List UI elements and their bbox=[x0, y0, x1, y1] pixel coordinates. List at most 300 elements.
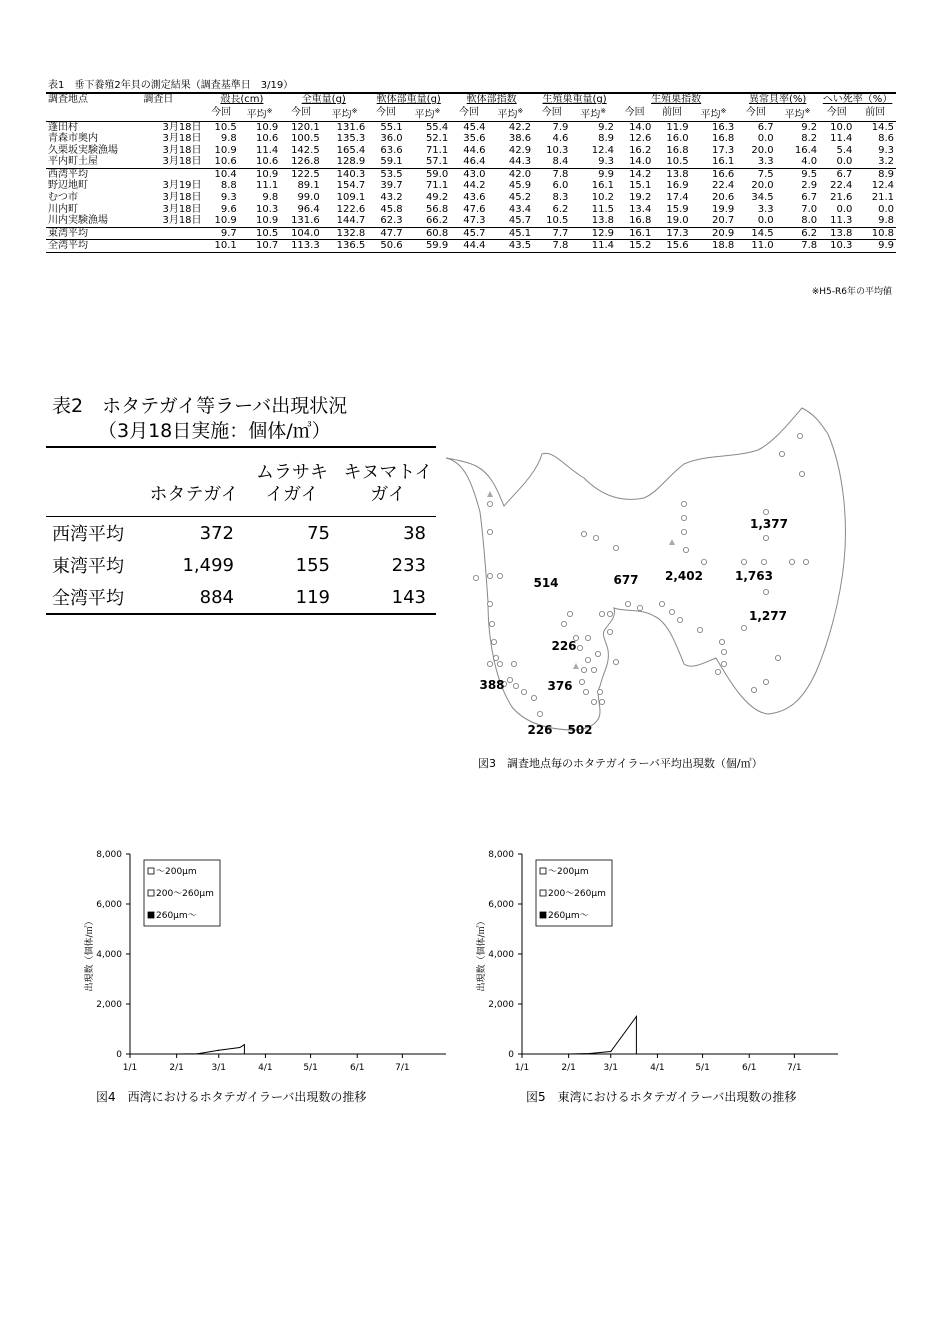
data-point bbox=[197, 1053, 198, 1054]
table-cell: 12.4 bbox=[591, 144, 615, 156]
table-cell: 14.5 bbox=[871, 121, 894, 133]
y-tick-label: 0 bbox=[116, 1050, 122, 1060]
y-tick-label: 6,000 bbox=[96, 900, 122, 910]
larvae-count-label: 2,402 bbox=[665, 569, 703, 583]
measurement-table bbox=[46, 92, 896, 253]
table-cell: 9.2 bbox=[801, 121, 818, 133]
table-cell: 10.6 bbox=[255, 133, 279, 145]
larvae-table bbox=[46, 446, 436, 615]
survey-point bbox=[577, 645, 582, 650]
table-cell: 154.7 bbox=[336, 180, 366, 192]
table-cell: 11.1 bbox=[255, 180, 279, 192]
table-cell: 55.4 bbox=[425, 121, 449, 133]
legend-swatch bbox=[540, 890, 546, 896]
survey-point bbox=[741, 625, 746, 630]
survey-triangle bbox=[487, 491, 493, 497]
table-cell: 45.8 bbox=[380, 203, 403, 215]
survey-point bbox=[497, 573, 502, 578]
table-cell: 128.9 bbox=[336, 156, 366, 168]
table-cell: 42.9 bbox=[508, 144, 532, 156]
survey-point bbox=[751, 687, 756, 692]
table-row bbox=[46, 133, 896, 145]
survey-point bbox=[763, 589, 768, 594]
table-cell: 3.2 bbox=[878, 156, 894, 168]
series-line bbox=[569, 1017, 637, 1055]
table-cell: 20.0 bbox=[751, 144, 774, 156]
sub-header-now: 今回 bbox=[736, 106, 775, 121]
fig5-chart bbox=[472, 840, 852, 1080]
table-cell: 140.3 bbox=[322, 168, 368, 180]
table1-title: 表1 垂下養殖2年貝の測定結果（調査基準日 3/19） bbox=[48, 80, 294, 91]
x-tick-label: 6/1 bbox=[741, 1063, 757, 1073]
table-cell: 100.5 bbox=[291, 133, 320, 145]
data-point bbox=[176, 1053, 177, 1054]
table-row bbox=[46, 145, 896, 157]
survey-date bbox=[141, 240, 203, 253]
survey-point bbox=[561, 621, 566, 626]
table-cell: 21.1 bbox=[871, 192, 894, 204]
table-cell: 22.4 bbox=[830, 180, 853, 192]
table-cell: 119 bbox=[295, 586, 330, 608]
table-cell: 126.8 bbox=[291, 156, 320, 168]
table-cell: 5.4 bbox=[836, 144, 853, 156]
group-header: 生殖巣重量(g) bbox=[533, 93, 616, 106]
table-cell: 38 bbox=[403, 522, 426, 544]
table-cell: 15.6 bbox=[653, 240, 690, 253]
col-date-header: 調査日 bbox=[141, 93, 203, 106]
table-row bbox=[46, 156, 896, 168]
sub-header-avg: 平均※ bbox=[691, 106, 737, 121]
survey-date: 3月19日 bbox=[162, 180, 202, 192]
x-tick-label: 4/1 bbox=[258, 1063, 273, 1073]
table-row bbox=[46, 215, 896, 227]
table-row bbox=[46, 517, 436, 550]
table-cell: 9.6 bbox=[220, 203, 237, 215]
table-cell: 16.1 bbox=[711, 156, 735, 168]
table-cell: 8.0 bbox=[801, 215, 818, 227]
survey-point bbox=[799, 471, 804, 476]
table-cell: 59.1 bbox=[380, 156, 403, 168]
table-cell: 120.1 bbox=[291, 121, 320, 133]
table-cell: 10.8 bbox=[854, 227, 896, 240]
table-cell: 7.8 bbox=[533, 240, 570, 253]
table-cell: 11.4 bbox=[830, 133, 853, 145]
table-cell: 16.8 bbox=[666, 144, 689, 156]
legend-label: ～200μm bbox=[156, 867, 197, 877]
survey-point bbox=[763, 679, 768, 684]
survey-date: 3月18日 bbox=[162, 133, 202, 145]
survey-point bbox=[595, 651, 600, 656]
legend-swatch bbox=[540, 868, 546, 874]
legend-label: 200～260μm bbox=[156, 889, 214, 899]
table-cell: 14.5 bbox=[736, 227, 775, 240]
sub-header-now: 今回 bbox=[616, 106, 653, 121]
table-cell: 46.4 bbox=[463, 156, 486, 168]
table-cell: 16.1 bbox=[616, 227, 653, 240]
sub-header-now: 今回 bbox=[367, 106, 404, 121]
table-cell: 9.9 bbox=[854, 240, 896, 253]
table-cell: 12.4 bbox=[871, 180, 894, 192]
survey-date: 3月18日 bbox=[162, 215, 202, 227]
survey-point bbox=[613, 545, 618, 550]
legend-swatch bbox=[540, 912, 546, 918]
survey-triangle bbox=[573, 663, 579, 669]
table-cell: 9.3 bbox=[598, 156, 615, 168]
table-cell: 43.2 bbox=[380, 192, 403, 204]
survey-point bbox=[683, 547, 688, 552]
group-header: 生殖巣指数 bbox=[616, 93, 736, 106]
table-cell: 12.9 bbox=[570, 227, 616, 240]
survey-point bbox=[487, 601, 492, 606]
table-cell: 96.4 bbox=[297, 203, 320, 215]
survey-point bbox=[701, 559, 706, 564]
table-row bbox=[46, 240, 896, 253]
col-header-scallop: ホタテガイ bbox=[144, 447, 244, 517]
survey-point bbox=[697, 627, 702, 632]
table-cell: 104.0 bbox=[280, 227, 321, 240]
table-cell: 16.1 bbox=[591, 180, 615, 192]
table-cell: 4.0 bbox=[801, 156, 818, 168]
group-header: へい死率（%） bbox=[819, 93, 896, 106]
survey-date: 3月18日 bbox=[162, 121, 202, 133]
y-tick-label: 2,000 bbox=[488, 1000, 514, 1010]
table-cell: 2.9 bbox=[801, 180, 818, 192]
table-cell: 39.7 bbox=[380, 180, 403, 192]
table-cell: 63.6 bbox=[380, 144, 403, 156]
table-cell: 10.6 bbox=[255, 156, 279, 168]
table-cell: 60.8 bbox=[405, 227, 451, 240]
survey-point bbox=[677, 617, 682, 622]
table-cell: 45.2 bbox=[508, 192, 532, 204]
survey-point bbox=[585, 657, 590, 662]
table-cell: 10.0 bbox=[830, 121, 853, 133]
table-cell: 55.1 bbox=[380, 121, 403, 133]
table-cell: 14.0 bbox=[629, 156, 652, 168]
table-cell: 45.7 bbox=[508, 215, 532, 227]
table-row bbox=[46, 168, 896, 180]
x-tick-label: 1/1 bbox=[514, 1063, 530, 1073]
table-cell: 8.6 bbox=[878, 133, 894, 145]
survey-point bbox=[779, 451, 784, 456]
table-cell: 11.5 bbox=[591, 203, 615, 215]
table-cell: 1,499 bbox=[182, 554, 234, 576]
table-cell: 131.6 bbox=[291, 215, 320, 227]
table-cell: 66.2 bbox=[425, 215, 449, 227]
table-row bbox=[46, 121, 896, 133]
legend-label: 260μm～ bbox=[548, 911, 589, 921]
row-label: 全湾平均 bbox=[52, 588, 124, 609]
table-cell: 0.0 bbox=[757, 133, 774, 145]
row-label: 東湾平均 bbox=[52, 556, 124, 577]
site-name: むつ市 bbox=[48, 192, 78, 204]
survey-point bbox=[721, 661, 726, 666]
table-cell: 45.7 bbox=[450, 227, 487, 240]
table-cell: 71.1 bbox=[425, 144, 449, 156]
table-cell: 17.3 bbox=[653, 227, 690, 240]
table-cell: 21.6 bbox=[830, 192, 853, 204]
site-name: 東湾平均 bbox=[46, 227, 141, 240]
legend-swatch bbox=[148, 890, 154, 896]
table-cell: 10.3 bbox=[255, 203, 279, 215]
table-cell: 47.7 bbox=[367, 227, 404, 240]
table-cell: 45.9 bbox=[508, 180, 532, 192]
table-cell: 10.3 bbox=[546, 144, 569, 156]
table-cell: 0.0 bbox=[836, 156, 853, 168]
table-row bbox=[46, 227, 896, 240]
col-header-kinumatoi: キヌマトイ ガイ bbox=[340, 447, 436, 517]
survey-point bbox=[599, 699, 604, 704]
table-cell: 884 bbox=[199, 586, 234, 608]
table-cell: 52.1 bbox=[425, 133, 449, 145]
survey-triangle bbox=[669, 539, 675, 545]
survey-point bbox=[567, 611, 572, 616]
table-cell: 20.7 bbox=[711, 215, 735, 227]
table-cell: 16.2 bbox=[629, 144, 652, 156]
x-tick-label: 7/1 bbox=[395, 1063, 410, 1073]
table-cell: 89.1 bbox=[297, 180, 320, 192]
site-name: 久栗坂実験漁場 bbox=[48, 144, 118, 156]
sub-header-now: 今回 bbox=[204, 106, 239, 121]
table-cell: 49.2 bbox=[425, 192, 449, 204]
larvae-count-label: 388 bbox=[479, 678, 505, 692]
legend-label: ～200μm bbox=[548, 867, 589, 877]
table-cell: 7.9 bbox=[552, 121, 569, 133]
site-name: 全湾平均 bbox=[46, 240, 141, 253]
table-cell: 7.7 bbox=[533, 227, 570, 240]
table-cell: 11.0 bbox=[736, 240, 775, 253]
col-header-mussel: ムラサキ イガイ bbox=[244, 447, 340, 517]
site-name: 青森市奥内 bbox=[48, 133, 98, 145]
table-cell: 19.0 bbox=[666, 215, 689, 227]
y-tick-label: 2,000 bbox=[96, 1000, 122, 1010]
x-tick-label: 1/1 bbox=[122, 1063, 138, 1073]
survey-point bbox=[789, 559, 794, 564]
table-cell: 9.5 bbox=[776, 168, 820, 180]
table-cell: 8.2 bbox=[801, 133, 818, 145]
larvae-count-label: 514 bbox=[533, 576, 559, 590]
larvae-count-label: 1,277 bbox=[749, 609, 787, 623]
table-cell: 22.4 bbox=[711, 180, 735, 192]
fig5-caption: 図5 東湾におけるホタテガイラーバ出現数の推移 bbox=[526, 1090, 797, 1104]
group-header: 全重量(g) bbox=[280, 93, 367, 106]
sub-header-avg: 平均※ bbox=[322, 106, 368, 121]
table-cell: 57.1 bbox=[425, 156, 449, 168]
sub-header-now: 今回 bbox=[450, 106, 487, 121]
table-cell: 7.0 bbox=[801, 203, 818, 215]
table-cell: 43.6 bbox=[463, 192, 486, 204]
table-cell: 19.2 bbox=[629, 192, 652, 204]
table-cell: 0.0 bbox=[836, 203, 853, 215]
table-cell: 10.1 bbox=[204, 240, 239, 253]
table-cell: 36.0 bbox=[380, 133, 403, 145]
table-cell: 6.7 bbox=[801, 192, 818, 204]
group-header: 異常貝率(%) bbox=[736, 93, 819, 106]
sub-header-prev: 前回 bbox=[653, 106, 690, 121]
table-row bbox=[46, 180, 896, 192]
site-name: 蓬田村 bbox=[48, 121, 78, 133]
table-cell: 16.3 bbox=[711, 121, 735, 133]
col-site-header: 調査地点 bbox=[46, 93, 141, 106]
table-cell: 44.3 bbox=[508, 156, 532, 168]
table-cell: 122.5 bbox=[280, 168, 321, 180]
x-tick-label: 5/1 bbox=[695, 1063, 710, 1073]
x-tick-label: 3/1 bbox=[603, 1063, 619, 1073]
table-cell: 16.4 bbox=[794, 144, 818, 156]
survey-point bbox=[599, 611, 604, 616]
table-row bbox=[46, 549, 436, 581]
y-axis-label: 出現数（個体/㎥） bbox=[477, 916, 487, 992]
table-cell: 233 bbox=[391, 554, 426, 576]
table-cell: 59.9 bbox=[405, 240, 451, 253]
table-cell: 143 bbox=[391, 586, 426, 608]
survey-date: 3月18日 bbox=[162, 156, 202, 168]
table-cell: 6.2 bbox=[552, 203, 569, 215]
table-cell: 10.5 bbox=[239, 227, 280, 240]
survey-point bbox=[537, 711, 542, 716]
table-cell: 122.6 bbox=[336, 203, 366, 215]
survey-point bbox=[507, 677, 512, 682]
table-cell: 0.0 bbox=[878, 203, 894, 215]
table2-title-line2: （3月18日実施：個体/㎥） bbox=[98, 420, 331, 442]
x-tick-label: 6/1 bbox=[349, 1063, 365, 1073]
table-cell: 17.4 bbox=[666, 192, 689, 204]
table-cell: 43.0 bbox=[450, 168, 487, 180]
table-cell: 75 bbox=[307, 522, 330, 544]
table-cell: 17.3 bbox=[711, 144, 735, 156]
survey-point bbox=[591, 667, 596, 672]
table-cell: 50.6 bbox=[367, 240, 404, 253]
survey-point bbox=[581, 531, 586, 536]
survey-point bbox=[613, 659, 618, 664]
x-tick-label: 3/1 bbox=[211, 1063, 227, 1073]
table-cell: 144.7 bbox=[336, 215, 366, 227]
table-cell: 10.3 bbox=[819, 240, 854, 253]
table-cell: 56.8 bbox=[425, 203, 449, 215]
table-cell: 8.3 bbox=[552, 192, 569, 204]
larvae-count-label: 1,377 bbox=[750, 517, 788, 531]
y-tick-label: 8,000 bbox=[488, 850, 514, 860]
group-header: 軟体部指数 bbox=[450, 93, 533, 106]
y-tick-label: 8,000 bbox=[96, 850, 122, 860]
table2-title bbox=[52, 394, 347, 444]
survey-point bbox=[593, 535, 598, 540]
data-point bbox=[568, 1053, 569, 1054]
survey-point bbox=[511, 661, 516, 666]
table-cell: 6.7 bbox=[819, 168, 854, 180]
sub-header-avg: 平均※ bbox=[570, 106, 616, 121]
table-cell: 10.7 bbox=[239, 240, 280, 253]
survey-point bbox=[659, 601, 664, 606]
survey-date bbox=[141, 227, 203, 240]
survey-point bbox=[521, 689, 526, 694]
sub-header-now: 今回 bbox=[819, 106, 854, 121]
table-cell: 59.0 bbox=[405, 168, 451, 180]
legend-label: 260μm～ bbox=[156, 911, 197, 921]
table-cell: 372 bbox=[199, 522, 234, 544]
table-cell: 6.7 bbox=[757, 121, 774, 133]
survey-point bbox=[681, 501, 686, 506]
survey-point bbox=[491, 639, 496, 644]
table-row bbox=[46, 204, 896, 216]
table-cell: 10.9 bbox=[255, 121, 279, 133]
survey-point bbox=[763, 535, 768, 540]
table-cell: 14.2 bbox=[616, 168, 653, 180]
survey-point bbox=[487, 661, 492, 666]
table-cell: 71.1 bbox=[425, 180, 449, 192]
table-cell: 9.2 bbox=[598, 121, 615, 133]
x-tick-label: 5/1 bbox=[303, 1063, 318, 1073]
survey-point bbox=[591, 699, 596, 704]
survey-point bbox=[681, 515, 686, 520]
larvae-count-label: 226 bbox=[527, 723, 553, 737]
table-cell: 9.8 bbox=[262, 192, 279, 204]
table-cell: 4.6 bbox=[552, 133, 569, 145]
table-cell: 16.8 bbox=[629, 215, 652, 227]
survey-point bbox=[797, 433, 802, 438]
group-header: 殻長(cm) bbox=[204, 93, 281, 106]
table-cell: 135.3 bbox=[336, 133, 366, 145]
survey-triangles bbox=[487, 491, 675, 669]
table-cell: 20.0 bbox=[751, 180, 774, 192]
table-cell: 7.5 bbox=[736, 168, 775, 180]
x-tick-label: 7/1 bbox=[787, 1063, 802, 1073]
larvae-count-label: 226 bbox=[551, 639, 577, 653]
table-cell: 8.4 bbox=[552, 156, 569, 168]
survey-point bbox=[803, 559, 808, 564]
data-point bbox=[218, 1050, 219, 1051]
data-point bbox=[239, 1047, 240, 1048]
legend-swatch bbox=[148, 912, 154, 918]
sub-header-avg: 平均※ bbox=[239, 106, 280, 121]
table-cell: 44.6 bbox=[463, 144, 486, 156]
fig4-caption: 図4 西湾におけるホタテガイラーバ出現数の推移 bbox=[96, 1090, 367, 1104]
table-cell: 11.4 bbox=[570, 240, 616, 253]
table-cell: 109.1 bbox=[336, 192, 366, 204]
table-cell: 10.9 bbox=[239, 168, 280, 180]
table-cell: 10.6 bbox=[214, 156, 237, 168]
table-cell: 10.5 bbox=[214, 121, 237, 133]
site-name: 平内町土屋 bbox=[48, 156, 98, 168]
y-axis-label: 出現数（個体/㎥） bbox=[85, 916, 95, 992]
map-caption: 図3 調査地点毎のホタテガイラーバ平均出現数（個/㎥） bbox=[478, 757, 763, 770]
table-cell: 6.0 bbox=[552, 180, 569, 192]
survey-date: 3月18日 bbox=[162, 144, 202, 156]
survey-point bbox=[761, 559, 766, 564]
table-cell: 10.9 bbox=[214, 215, 237, 227]
table-cell: 16.0 bbox=[666, 133, 689, 145]
table-cell: 10.9 bbox=[255, 215, 279, 227]
larvae-count-label: 677 bbox=[613, 573, 639, 587]
data-point bbox=[589, 1053, 590, 1054]
table-cell: 8.9 bbox=[598, 133, 615, 145]
survey-date: 3月18日 bbox=[162, 203, 202, 215]
survey-point bbox=[715, 669, 720, 674]
group-header: 軟体部重量(g) bbox=[367, 93, 450, 106]
table-cell: 10.5 bbox=[666, 156, 689, 168]
table-cell: 62.3 bbox=[380, 215, 403, 227]
sub-header-now: 今回 bbox=[280, 106, 321, 121]
table-cell: 132.8 bbox=[322, 227, 368, 240]
table-cell: 38.6 bbox=[508, 133, 532, 145]
sub-header-now: 今回 bbox=[533, 106, 570, 121]
table-cell: 15.1 bbox=[629, 180, 652, 192]
survey-point bbox=[579, 679, 584, 684]
table-cell: 3.3 bbox=[757, 203, 774, 215]
survey-point bbox=[493, 655, 498, 660]
table-cell: 34.5 bbox=[751, 192, 774, 204]
table-cell: 142.5 bbox=[291, 144, 320, 156]
table-cell: 15.2 bbox=[616, 240, 653, 253]
